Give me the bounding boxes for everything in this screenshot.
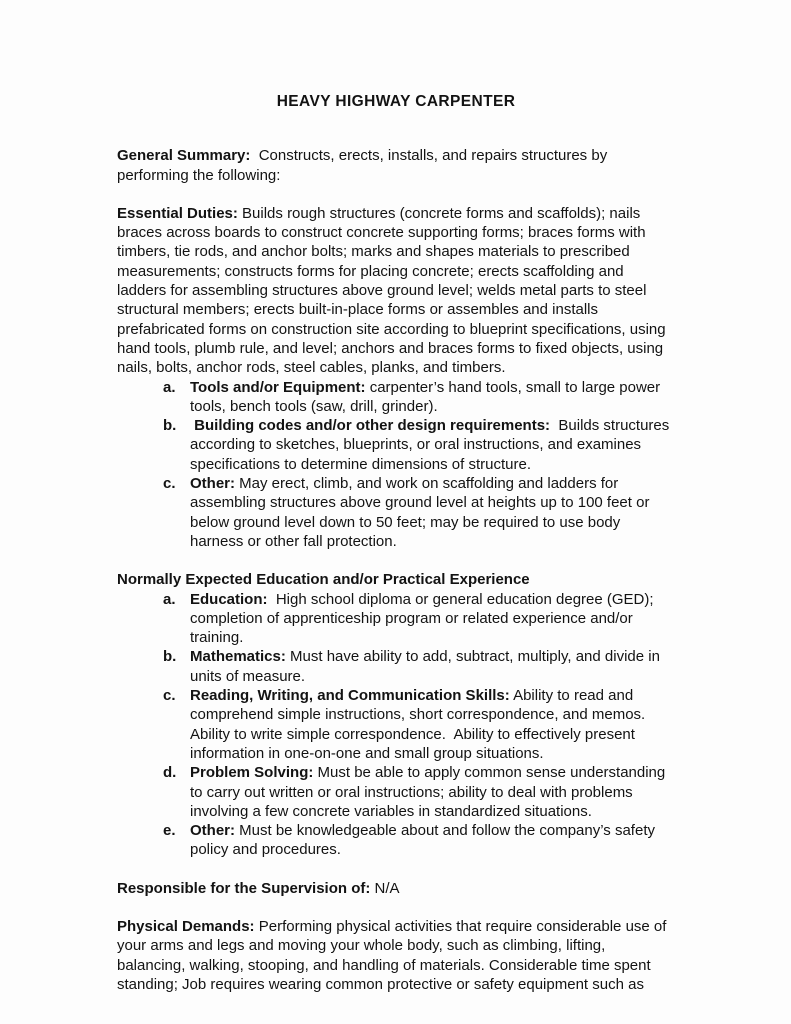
general-summary-text: Constructs, erects, installs, and repairs structures by performing the following: bbox=[117, 147, 612, 184]
list-item-label: Reading, Writing, and Communication Skills: bbox=[190, 687, 510, 705]
document-title: HEAVY HIGHWAY CARPENTER bbox=[276, 93, 516, 110]
essential-duties-label: Essential Duties: bbox=[117, 204, 238, 222]
list-item-marker: d. bbox=[163, 764, 177, 782]
list-item bbox=[163, 590, 675, 648]
list-item-body bbox=[190, 686, 675, 763]
list-item-body bbox=[190, 378, 675, 417]
physical-demands-text: Performing physical activities that require considerable use of your arms and legs and moving your whole body, such as climbing, lifting, balancing, walking, stooping, and handling of materials. Considerable time spent standing; Job requires wearing common protective or safety equipment such as bbox=[117, 917, 671, 993]
list-item bbox=[163, 378, 675, 417]
list-item-text: Builds structures according to sketches, blueprints, or oral instructions, and examines specifications to determine dimensions of structure. bbox=[190, 417, 674, 473]
list-item bbox=[163, 474, 675, 551]
essential-duties-text: Builds rough structures (concrete forms and scaffolds); nails braces across boards to construct concrete supporting forms; braces forms with timbers, tie rods, and anchor bolts; marks and shapes materials to prescribed measurements; constructs forms for placing concrete; erects scaffolding and ladders for assembling structures above ground level; welds metal parts to steel structural members; erects built-in-place forms or assembles and installs prefabricated forms on construction site according to blueprint specifications, using hand tools, plumb rule, and level; anchors and braces forms to fixed objects, using nails, bolts, anchor rods, steel cables, planks, and timbers. bbox=[117, 204, 670, 377]
list-item-body bbox=[190, 416, 675, 474]
list-item bbox=[163, 416, 675, 474]
essential-duties-list bbox=[117, 378, 675, 552]
supervision-label: Responsible for the Supervision of: bbox=[117, 879, 371, 897]
list-item-marker: b. bbox=[163, 648, 177, 666]
physical-demands-label: Physical Demands: bbox=[117, 917, 255, 935]
list-item-marker: b. bbox=[163, 417, 177, 435]
supervision-text: N/A bbox=[370, 879, 400, 897]
list-item-body bbox=[190, 821, 675, 860]
list-item-text: May erect, climb, and work on scaffolding and ladders for assembling structures above ground level at heights up to 100 feet or below ground level down to 50 feet; may be required to use body harness or other fall protection. bbox=[190, 475, 654, 550]
list-item-text: Must have ability to add, subtract, multiply, and divide in units of measure. bbox=[190, 648, 665, 685]
list-item-label: Building codes and/or other design requirements: bbox=[190, 417, 551, 435]
list-item bbox=[163, 686, 675, 763]
list-item-label: Other: bbox=[190, 475, 235, 493]
list-item-text: Must be able to apply common sense understanding to carry out written or oral instructions; ability to deal with problems involving a few concrete variables in standardized situations. bbox=[190, 764, 670, 820]
list-item-label: Problem Solving: bbox=[190, 764, 314, 782]
list-item bbox=[163, 647, 675, 686]
supervision-paragraph bbox=[117, 879, 675, 898]
essential-duties-paragraph bbox=[117, 204, 675, 378]
list-item-marker: c. bbox=[163, 475, 176, 493]
list-item-text: Must be knowledgeable about and follow the company’s safety policy and procedures. bbox=[190, 822, 660, 859]
list-item-marker: e. bbox=[163, 822, 176, 840]
list-item-body bbox=[190, 590, 675, 648]
list-item-body bbox=[190, 763, 675, 821]
list-item-marker: a. bbox=[163, 378, 176, 396]
list-item-text: carpenter’s hand tools, small to large power tools, bench tools (saw, drill, grinder). bbox=[190, 378, 665, 415]
general-summary-paragraph bbox=[117, 146, 675, 185]
list-item-marker: a. bbox=[163, 590, 176, 608]
list-item bbox=[163, 821, 675, 860]
list-item-text: Ability to read and comprehend simple instructions, short correspondence, and memos. Ability to write simple correspondence. Ability to effectively present information in one-on-one and small group situations. bbox=[190, 687, 649, 762]
list-item-label: Other: bbox=[190, 822, 235, 840]
list-item-label: Mathematics: bbox=[190, 648, 286, 666]
list-item-label: Education: bbox=[190, 590, 268, 608]
physical-demands-paragraph bbox=[117, 917, 675, 994]
list-item bbox=[163, 763, 675, 821]
list-item-label: Tools and/or Equipment: bbox=[190, 378, 366, 396]
education-section-heading: Normally Expected Education and/or Practical Experience bbox=[117, 571, 530, 589]
list-item-body bbox=[190, 647, 675, 686]
education-list bbox=[117, 590, 675, 860]
list-item-marker: c. bbox=[163, 687, 176, 705]
general-summary-label: General Summary: bbox=[117, 147, 251, 165]
list-item-body bbox=[190, 474, 675, 551]
list-item-text: High school diploma or general education degree (GED); completion of apprenticeship program or related experience and/or training. bbox=[190, 590, 658, 647]
